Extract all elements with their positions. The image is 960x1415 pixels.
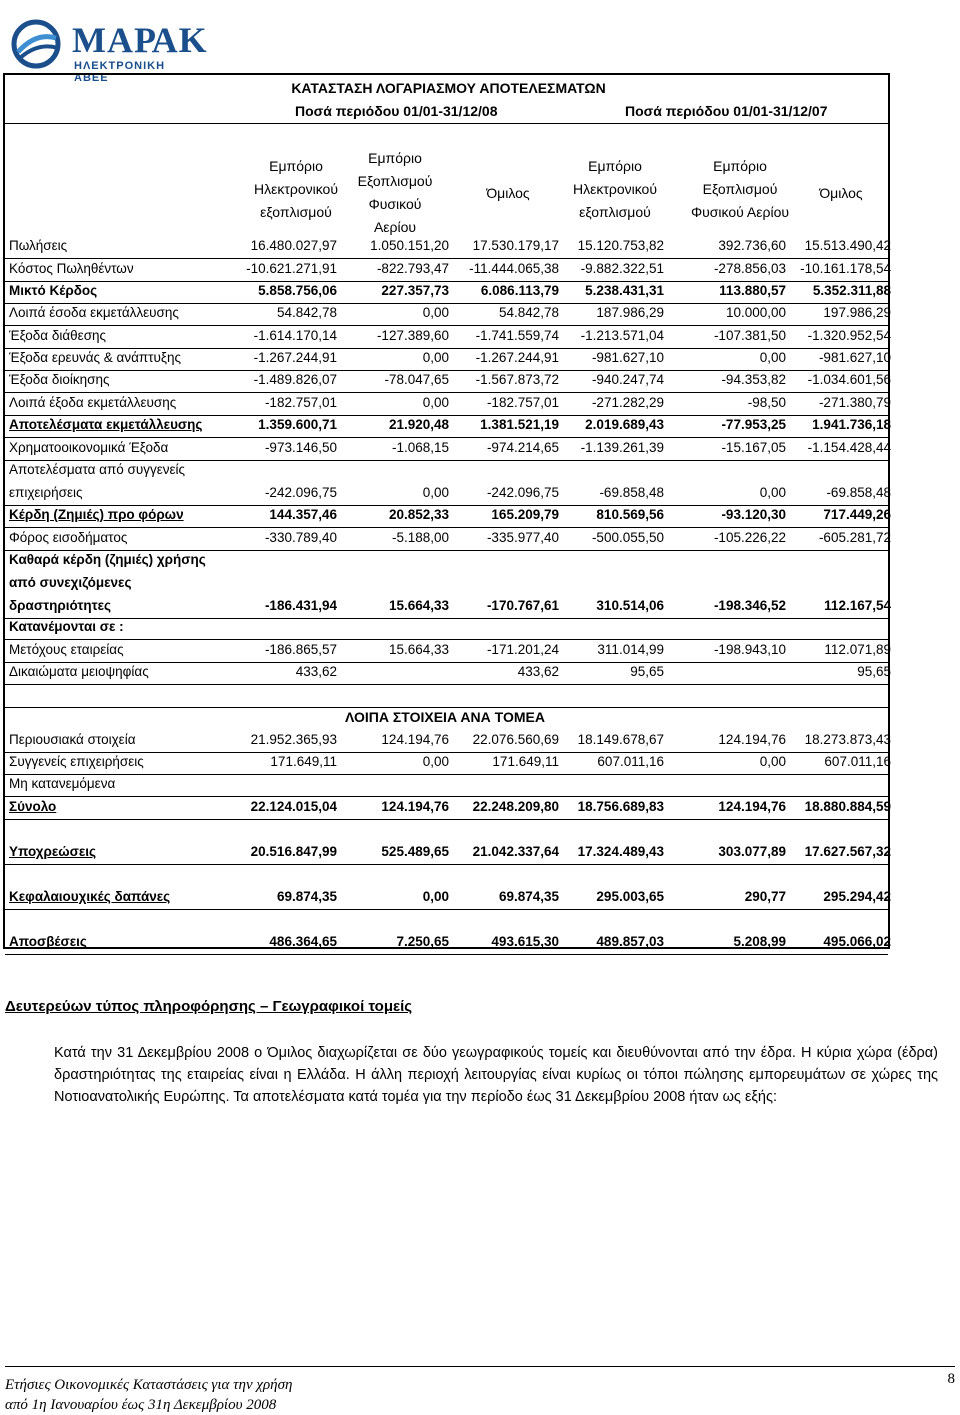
table-cell: 18.756.689,83 [577, 799, 664, 814]
table-cell: 0,00 [759, 350, 786, 365]
table-cell: 171.649,11 [270, 754, 337, 769]
table-cell: 1.050.151,20 [370, 238, 449, 253]
table-cell: 2.019.689,43 [585, 417, 664, 432]
table-cell: -335.977,40 [486, 530, 559, 545]
table-cell: 5.352.311,88 [812, 283, 891, 298]
column-header-line: Ηλεκτρονικού [253, 181, 338, 197]
table-cell: -1.567.873,72 [475, 372, 559, 387]
table-cell: 124.194,76 [718, 732, 786, 747]
table-cell: -10.621.271,91 [246, 261, 337, 276]
table-cell: 392.736,60 [718, 238, 786, 253]
table-cell: 20.516.847,99 [250, 844, 337, 859]
table-cell: 20.852,33 [388, 507, 449, 522]
table-cell: -105.226,22 [713, 530, 786, 545]
table-cell: 22.248.209,80 [472, 799, 559, 814]
table-cell: 15.664,33 [388, 642, 449, 657]
table-cell: 22.124.015,04 [250, 799, 337, 814]
footer-text [5, 1375, 292, 1415]
row-label: Μικτό Κέρδος [9, 283, 98, 298]
table-cell: 18.149.678,67 [577, 732, 664, 747]
row-divider [5, 437, 888, 438]
row-label: επιχειρήσεις [9, 485, 83, 500]
row-label: από συνεχιζόμενες [9, 575, 132, 590]
section-paragraph: Κατά την 31 Δεκεμβρίου 2008 ο Όμιλος διαχωρίζεται σε δύο γεωγραφικούς τομείς και διευθύνονται από την έδρα. Η κύρια χώρα (έδρα) δραστηριότητας της εταιρείας είναι η Ελλάδα. Η άλλη περιοχή λειτουργίας είναι κυρίως οι τόποι πώλησης εμπορευμάτων σε χώρες της Νοτιοανατολικής Ευρώπης. Τα αποτελέσματα κατά τομέα για την περίοδο έως 31 Δεκεμβρίου 2008 ήταν ως εξής: [54, 1045, 938, 1105]
table-cell: 124.194,76 [381, 799, 449, 814]
row-divider [5, 752, 888, 753]
column-header-line: Εμπόριο [368, 150, 422, 166]
table-cell: 0,00 [422, 395, 449, 410]
table-cell: -278.856,03 [713, 261, 786, 276]
table-cell: 5.208,99 [733, 934, 786, 949]
column-header-line: Όμιλος [486, 185, 530, 201]
row-divider [5, 281, 888, 282]
period-2007-label: Ποσά περιόδου 01/01-31/12/07 [625, 103, 828, 119]
table-cell: 311.014,99 [597, 642, 664, 657]
row-label: Κατανέμονται σε : [9, 619, 124, 634]
row-label: Αποτελέσματα από συγγενείς [9, 462, 186, 477]
row-divider [5, 505, 888, 506]
table-cell: -1.068,15 [391, 440, 449, 455]
table-title: ΚΑΤΑΣΤΑΣΗ ΛΟΓΑΡΙΑΣΜΟΥ ΑΠΟΤΕΛΕΣΜΑΤΩΝ [291, 80, 606, 96]
table-cell: -1.154.428,44 [807, 440, 891, 455]
page-footer [5, 1366, 955, 1413]
row-divider [5, 370, 888, 371]
table-cell: -77.953,25 [721, 417, 786, 432]
row-divider [5, 460, 888, 461]
table-cell: 0,00 [422, 754, 449, 769]
row-divider [5, 954, 888, 955]
table-cell: 112.167,54 [824, 598, 891, 613]
table-cell: 1.359.600,71 [258, 417, 337, 432]
table-cell: 433,62 [517, 664, 559, 679]
table-cell: 187.986,29 [596, 305, 664, 320]
table-cell: 607.011,16 [824, 754, 891, 769]
table-cell: 0,00 [422, 305, 449, 320]
row-label: Κέρδη (Ζημιές) προ φόρων [9, 507, 184, 522]
table-cell: -171.201,24 [486, 642, 559, 657]
row-label: δραστηριότητες [9, 598, 112, 613]
table-cell: 0,00 [422, 889, 449, 904]
table-cell: -1.213.571,04 [580, 328, 664, 343]
row-divider [5, 258, 888, 259]
table-cell: -271.380,79 [818, 395, 891, 410]
other-row-label: Συγγενείς επιχειρήσεις [9, 754, 144, 769]
row-divider [5, 774, 888, 775]
page-number: 8 [947, 1371, 955, 1387]
other-row-label: Αποσβέσεις [9, 934, 87, 949]
table-cell: -1.267.244,91 [475, 350, 559, 365]
row-divider [5, 527, 888, 528]
table-cell: 21.952.365,93 [250, 732, 337, 747]
table-cell: -822.793,47 [376, 261, 449, 276]
table-cell: -9.882.322,51 [580, 261, 664, 276]
table-cell: 0,00 [422, 485, 449, 500]
table-cell: 54.842,78 [498, 305, 559, 320]
table-cell: -11.444.065,38 [469, 261, 559, 276]
table-cell: -500.055,50 [591, 530, 664, 545]
row-divider [5, 415, 888, 416]
table-cell: 18.880.884,59 [804, 799, 891, 814]
table-cell: 10.000,00 [725, 305, 786, 320]
table-cell: 5.858.756,06 [258, 283, 337, 298]
row-label: Χρηματοοικονομικά Έξοδα [9, 440, 169, 455]
table-cell: 525.489,65 [381, 844, 449, 859]
table-cell: 5.238.431,31 [585, 283, 664, 298]
column-header-line: Ηλεκτρονικού [572, 181, 657, 197]
table-cell: -242.096,75 [486, 485, 559, 500]
table-cell: 124.194,76 [381, 732, 449, 747]
table-cell: 171.649,11 [492, 754, 559, 769]
table-cell: 69.874,35 [276, 889, 337, 904]
table-cell: -93.120,30 [721, 507, 786, 522]
table-cell: -1.489.826,07 [253, 372, 337, 387]
other-row-label: Περιουσιακά στοιχεία [9, 732, 136, 747]
table-cell: 310.514,06 [596, 598, 664, 613]
row-divider [5, 550, 888, 551]
table-cell: -940.247,74 [591, 372, 664, 387]
column-header [553, 155, 677, 224]
footer-line-2: από 1η Ιανουαρίου έως 31η Δεκεμβρίου 2008 [5, 1397, 277, 1413]
table-cell: -1.034.601,56 [807, 372, 891, 387]
table-cell: 7.250,65 [396, 934, 449, 949]
table-cell: 16.480.027,97 [250, 238, 337, 253]
table-cell: -186.865,57 [264, 642, 337, 657]
row-label: Δικαιώματα μειοψηφίας [9, 664, 149, 679]
table-cell: -198.346,52 [713, 598, 786, 613]
row-divider [5, 618, 888, 619]
row-label: Έξοδα διάθεσης [9, 328, 107, 343]
section-title: Δευτερεύων τύπος πληροφόρησης – Γεωγραφικοί τομείς [5, 998, 413, 1015]
logo-name: ΜΑΡΑΚ [72, 20, 208, 60]
table-cell: -182.757,01 [486, 395, 559, 410]
row-label: Κόστος Πωληθέντων [9, 261, 134, 276]
row-divider [5, 707, 888, 708]
table-cell: -330.789,40 [264, 530, 337, 545]
row-label: Αποτελέσματα εκμετάλλευσης [9, 417, 203, 432]
table-cell: 197.986,29 [823, 305, 891, 320]
table-cell: 17.627.567,32 [804, 844, 891, 859]
table-cell: 17.324.489,43 [577, 844, 664, 859]
table-cell: 21.920,48 [388, 417, 449, 432]
table-cell: 15.513.490,42 [804, 238, 891, 253]
row-divider [5, 909, 888, 910]
table-cell: -1.267.244,91 [253, 350, 337, 365]
row-label: Λοιπά έσοδα εκμετάλλευσης [9, 305, 179, 320]
column-header-line: Εμπόριο [713, 158, 767, 174]
table-cell: 227.357,73 [381, 283, 449, 298]
table-cell: -242.096,75 [264, 485, 337, 500]
table-cell: 21.042.337,64 [472, 844, 559, 859]
table-cell: -5.188,00 [391, 530, 449, 545]
row-divider [5, 123, 888, 124]
table-cell: 95,65 [630, 664, 664, 679]
table-cell: 493.615,30 [491, 934, 559, 949]
marak-logo-icon [8, 18, 68, 70]
table-cell: -605.281,72 [818, 530, 891, 545]
column-header [779, 182, 903, 205]
other-row-label: Κεφαλαιουχικές δαπάνες [9, 889, 171, 904]
other-row-label: Μη κατανεμόμενα [9, 776, 116, 791]
table-cell: -98,50 [747, 395, 786, 410]
income-statement-table [3, 73, 890, 949]
table-cell: -69.858,48 [599, 485, 664, 500]
table-cell: -127.389,60 [376, 328, 449, 343]
table-cell: 18.273.873,43 [804, 732, 891, 747]
table-cell: -1.741.559,74 [475, 328, 559, 343]
table-cell: -69.858,48 [826, 485, 891, 500]
table-cell: 607.011,16 [597, 754, 664, 769]
row-label: Καθαρά κέρδη (ζημιές) χρήσης [9, 552, 206, 567]
table-cell: 1.381.521,19 [480, 417, 559, 432]
table-cell: -981.627,10 [818, 350, 891, 365]
row-label: Πωλήσεις [9, 238, 68, 253]
table-cell: 15.664,33 [388, 598, 449, 613]
row-divider [5, 325, 888, 326]
column-header-line: Εμπόριο [588, 158, 642, 174]
table-cell: -78.047,65 [384, 372, 449, 387]
table-cell: -1.320.952,54 [807, 328, 891, 343]
column-header [333, 147, 457, 239]
table-cell: 15.120.753,82 [577, 238, 664, 253]
period-2008-label: Ποσά περιόδου 01/01-31/12/08 [295, 103, 498, 119]
column-header-line: Φυσικού Αερίου [690, 204, 790, 220]
column-header-line: Όμιλος [819, 185, 863, 201]
row-label: Έξοδα ερευνάς & ανάπτυξης [9, 350, 181, 365]
table-cell: -1.614.170,14 [253, 328, 337, 343]
table-cell: -107.381,50 [713, 328, 786, 343]
other-section-title: ΛΟΙΠΑ ΣΤΟΙΧΕΙΑ ΑΝΑ ΤΟΜΕΑ [345, 709, 545, 725]
table-cell: 95,65 [857, 664, 891, 679]
table-cell: 69.874,35 [498, 889, 559, 904]
table-cell: 486.364,65 [269, 934, 337, 949]
table-cell: 124.194,76 [718, 799, 786, 814]
table-cell: 0,00 [759, 485, 786, 500]
table-cell: -1.139.261,39 [580, 440, 664, 455]
row-divider [5, 796, 888, 797]
row-label: Λοιπά έξοδα εκμετάλλευσης [9, 395, 177, 410]
table-cell: 113.880,57 [719, 283, 786, 298]
column-header-line: Εξοπλισμού [702, 181, 778, 197]
table-cell: -198.943,10 [713, 642, 786, 657]
row-divider [5, 819, 888, 820]
table-cell: 54.842,78 [276, 305, 337, 320]
table-cell: 0,00 [759, 754, 786, 769]
table-cell: 495.066,02 [823, 934, 891, 949]
table-cell: 295.294,42 [823, 889, 891, 904]
table-cell: -271.282,29 [591, 395, 664, 410]
table-cell: 489.857,03 [596, 934, 664, 949]
row-divider [5, 864, 888, 865]
table-cell: 6.086.113,79 [480, 283, 559, 298]
column-header-line: εξοπλισμού [579, 204, 651, 220]
table-cell: 295.003,65 [596, 889, 664, 904]
row-divider [5, 662, 888, 663]
column-header-line: Φυσικού [368, 196, 422, 212]
table-cell: -15.167,05 [721, 440, 786, 455]
table-cell: 17.530.179,17 [472, 238, 559, 253]
table-cell: 433,62 [295, 664, 337, 679]
table-cell: 303.077,89 [718, 844, 786, 859]
row-label: Μετόχους εταιρείας [9, 642, 124, 657]
footer-line-1: Ετήσιες Οικονομικές Καταστάσεις για την χρήση [5, 1377, 293, 1393]
table-cell: 810.569,56 [596, 507, 664, 522]
table-cell: 0,00 [422, 350, 449, 365]
table-cell: 1.941.736,18 [812, 417, 891, 432]
row-label: Έξοδα διοίκησης [9, 372, 110, 387]
other-row-label: Υποχρεώσεις [9, 844, 97, 859]
table-cell: -974.214,65 [486, 440, 559, 455]
column-header-line: Εξοπλισμού [357, 173, 433, 189]
column-header-line: Αερίου [373, 219, 417, 235]
other-row-label: Σύνολο [9, 799, 57, 814]
row-divider [5, 348, 888, 349]
table-cell: 144.357,46 [269, 507, 337, 522]
table-cell: 165.209,79 [491, 507, 559, 522]
table-cell: -170.767,61 [486, 598, 559, 613]
table-cell: 22.076.560,69 [472, 732, 559, 747]
table-cell: -182.757,01 [264, 395, 337, 410]
row-divider [5, 684, 888, 685]
table-cell: -973.146,50 [264, 440, 337, 455]
column-header-line: εξοπλισμού [260, 204, 332, 220]
row-divider [5, 392, 888, 393]
table-cell: 717.449,26 [823, 507, 891, 522]
table-cell: 112.071,89 [824, 642, 891, 657]
column-header [446, 182, 570, 205]
row-divider [5, 639, 888, 640]
table-cell: -981.627,10 [591, 350, 664, 365]
table-cell: 290,77 [744, 889, 786, 904]
logo-subtitle: ΗΛΕΚΤΡΟΝΙΚΗ ΑΒΕΕ [74, 60, 166, 84]
row-label: Φόρος εισοδήματος [9, 530, 128, 545]
table-cell: -186.431,94 [264, 598, 337, 613]
table-cell: -10.161.178,54 [800, 261, 891, 276]
company-logo [8, 18, 208, 84]
row-divider [5, 303, 888, 304]
column-header-line: Εμπόριο [269, 158, 323, 174]
table-cell: -94.353,82 [721, 372, 786, 387]
